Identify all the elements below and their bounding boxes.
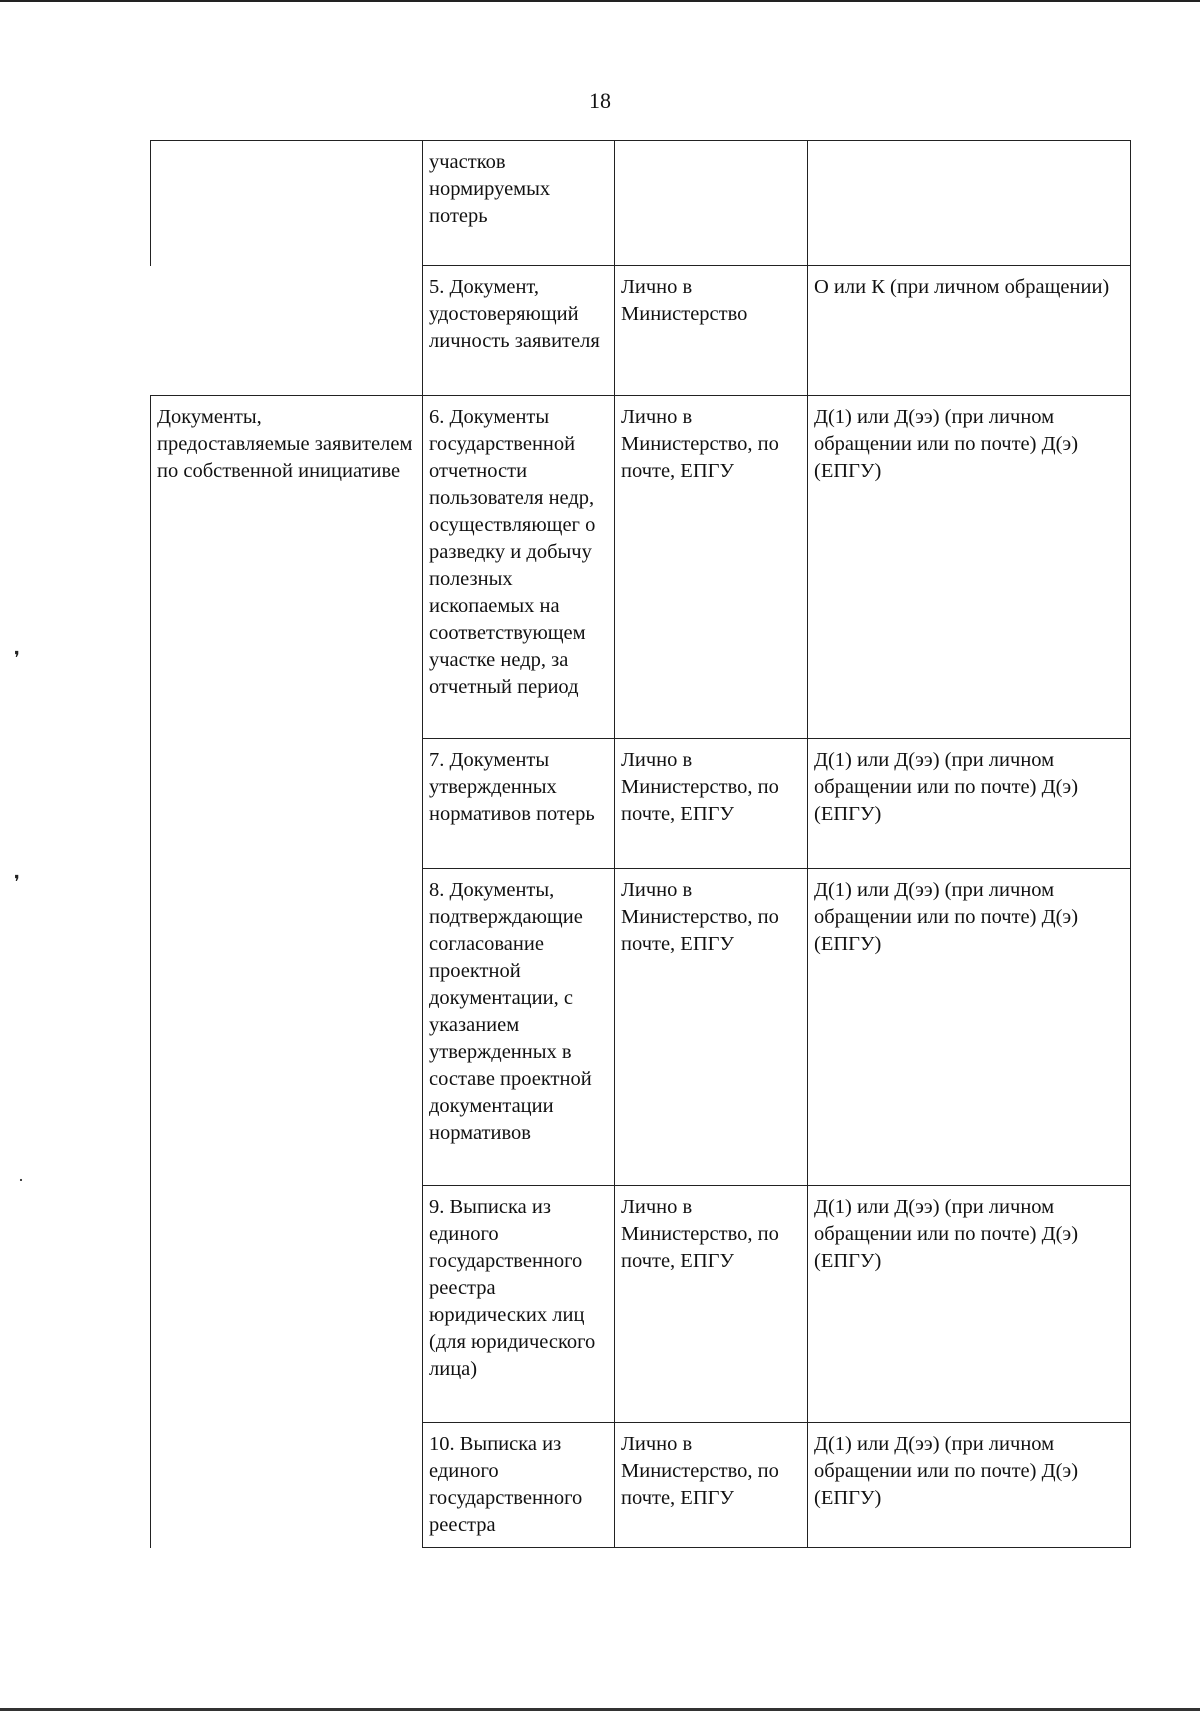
category-cell-empty — [151, 266, 423, 396]
form-cell: Д(1) или Д(ээ) (при личном обращении или по почте) Д(э) (ЕПГУ) — [808, 869, 1131, 1186]
scan-speck: · — [18, 1170, 24, 1190]
document-cell: 5. Документ, удостоверяющий личность заявителя — [423, 266, 615, 396]
method-cell: Лично в Министерство, по почте, ЕПГУ — [615, 1186, 808, 1423]
table-row — [151, 266, 1131, 396]
scan-speck: ❜ — [14, 648, 20, 668]
method-cell: Лично в Министерство, по почте, ЕПГУ — [615, 869, 808, 1186]
document-cell: 9. Выписка из единого государственного реестра юридических лиц (для юридического лица) — [423, 1186, 615, 1423]
table-row — [151, 141, 1131, 266]
form-cell: Д(1) или Д(ээ) (при личном обращении или по почте) Д(э) (ЕПГУ) — [808, 1423, 1131, 1548]
document-cell: 6. Документы государственной отчетности пользователя недр, осуществляющег о разведку и добычу полезных ископаемых на соответствующем участке недр, за отчетный период — [423, 396, 615, 739]
method-cell: Лично в Министерство, по почте, ЕПГУ — [615, 396, 808, 739]
page-number: 18 — [589, 88, 611, 113]
scan-top-edge — [0, 0, 1200, 2]
method-cell: Лично в Министерство — [615, 266, 808, 396]
method-cell: Лично в Министерство, по почте, ЕПГУ — [615, 739, 808, 869]
form-cell: Д(1) или Д(ээ) (при личном обращении или по почте) Д(э) (ЕПГУ) — [808, 739, 1131, 869]
document-cell: 7. Документы утвержденных нормативов потерь — [423, 739, 615, 869]
category-cell-empty — [151, 141, 423, 266]
method-cell: Лично в Министерство, по почте, ЕПГУ — [615, 1423, 808, 1548]
form-cell: О или К (при личном обращении) — [808, 266, 1131, 396]
form-cell: Д(1) или Д(ээ) (при личном обращении или по почте) Д(э) (ЕПГУ) — [808, 1186, 1131, 1423]
scan-bottom-edge — [0, 1708, 1200, 1711]
document-cell: 10. Выписка из единого государственного реестра — [423, 1423, 615, 1548]
scan-speck: ❜ — [14, 872, 20, 892]
document-cell: 8. Документы, подтверждающие согласование проектной документации, с указанием утвержденных в составе проектной документации нормативов — [423, 869, 615, 1186]
category-cell: Документы, предоставляемые заявителем по собственной инициативе — [151, 396, 423, 1548]
form-cell: Д(1) или Д(ээ) (при личном обращении или по почте) Д(э) (ЕПГУ) — [808, 396, 1131, 739]
document-cell: участков нормируемых потерь — [423, 141, 615, 266]
form-cell — [808, 141, 1131, 266]
method-cell — [615, 141, 808, 266]
table-row — [151, 396, 1131, 739]
documents-table — [150, 140, 1131, 1548]
